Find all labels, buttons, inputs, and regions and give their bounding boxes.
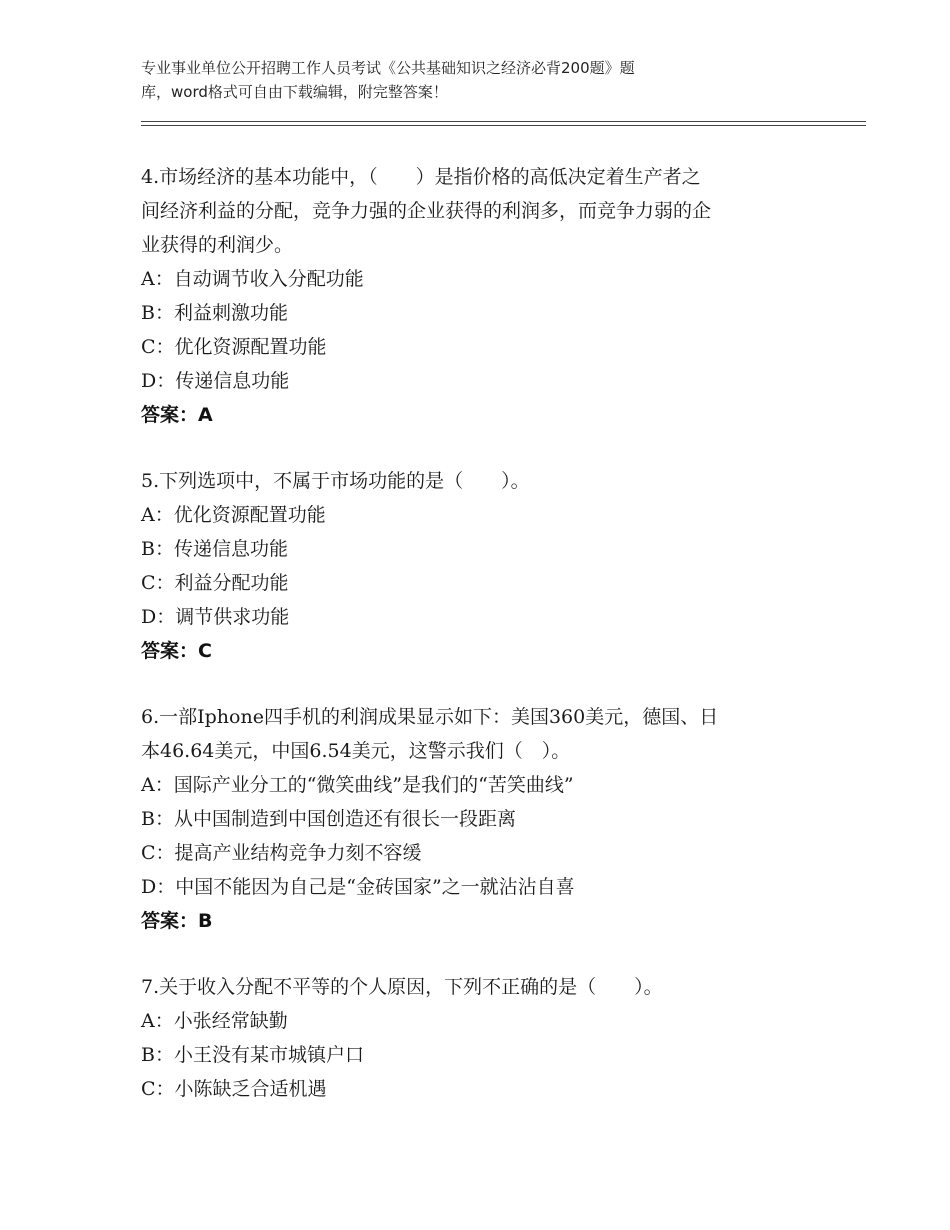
answer-label: 答案：B: [141, 910, 213, 932]
option-a: A：优化资源配置功能: [141, 504, 326, 526]
option-b: B：小王没有某市城镇户口: [141, 1044, 364, 1066]
option-c: C：优化资源配置功能: [141, 336, 327, 358]
question-4: [141, 160, 821, 432]
option-c: C：利益分配功能: [141, 572, 289, 594]
question-stem-line: 4.市场经济的基本功能中，（ ）是指价格的高低决定着生产者之: [141, 166, 701, 188]
question-stem-line: 5.下列选项中，不属于市场功能的是（ ）。: [141, 470, 530, 492]
question-stem-line: 6.一部Iphone四手机的利润成果显示如下：美国360美元，德国、日: [141, 706, 719, 728]
answer-label: 答案：C: [141, 640, 212, 662]
option-b: B：从中国制造到中国创造还有很长一段距离: [141, 808, 516, 830]
question-stem-line: 本46.64美元，中国6.54美元，这警示我们（ ）。: [141, 740, 571, 762]
header-divider-top: [141, 121, 866, 122]
option-d: D：传递信息功能: [141, 370, 290, 392]
option-c: C：小陈缺乏合适机遇: [141, 1078, 327, 1100]
document-header: [141, 56, 781, 104]
question-stem-line: 业获得的利润少。: [141, 234, 294, 256]
header-title-line-2: 库，word格式可自由下载编辑，附完整答案！: [141, 83, 448, 101]
option-d: D：中国不能因为自己是“金砖国家”之一就沾沾自喜: [141, 876, 575, 898]
header-divider-bottom: [141, 125, 866, 126]
option-b: B：传递信息功能: [141, 538, 288, 560]
question-5: [141, 464, 821, 668]
question-7: [141, 970, 821, 1106]
option-a: A：小张经常缺勤: [141, 1010, 288, 1032]
option-c: C：提高产业结构竞争力刻不容缓: [141, 842, 422, 864]
option-a: A：国际产业分工的“微笑曲线”是我们的“苦笑曲线”: [141, 774, 574, 796]
answer-label: 答案：A: [141, 404, 213, 426]
question-list: [141, 160, 821, 1138]
option-b: B：利益刺激功能: [141, 302, 288, 324]
question-stem-line: 7.关于收入分配不平等的个人原因，下列不正确的是（ ）。: [141, 976, 663, 998]
option-a: A：自动调节收入分配功能: [141, 268, 364, 290]
question-stem-line: 间经济利益的分配，竞争力强的企业获得的利润多，而竞争力弱的企: [141, 200, 712, 222]
option-d: D：调节供求功能: [141, 606, 290, 628]
header-title-line-1: 专业事业单位公开招聘工作人员考试《公共基础知识之经济必背200题》题: [141, 59, 635, 77]
question-6: [141, 700, 821, 938]
